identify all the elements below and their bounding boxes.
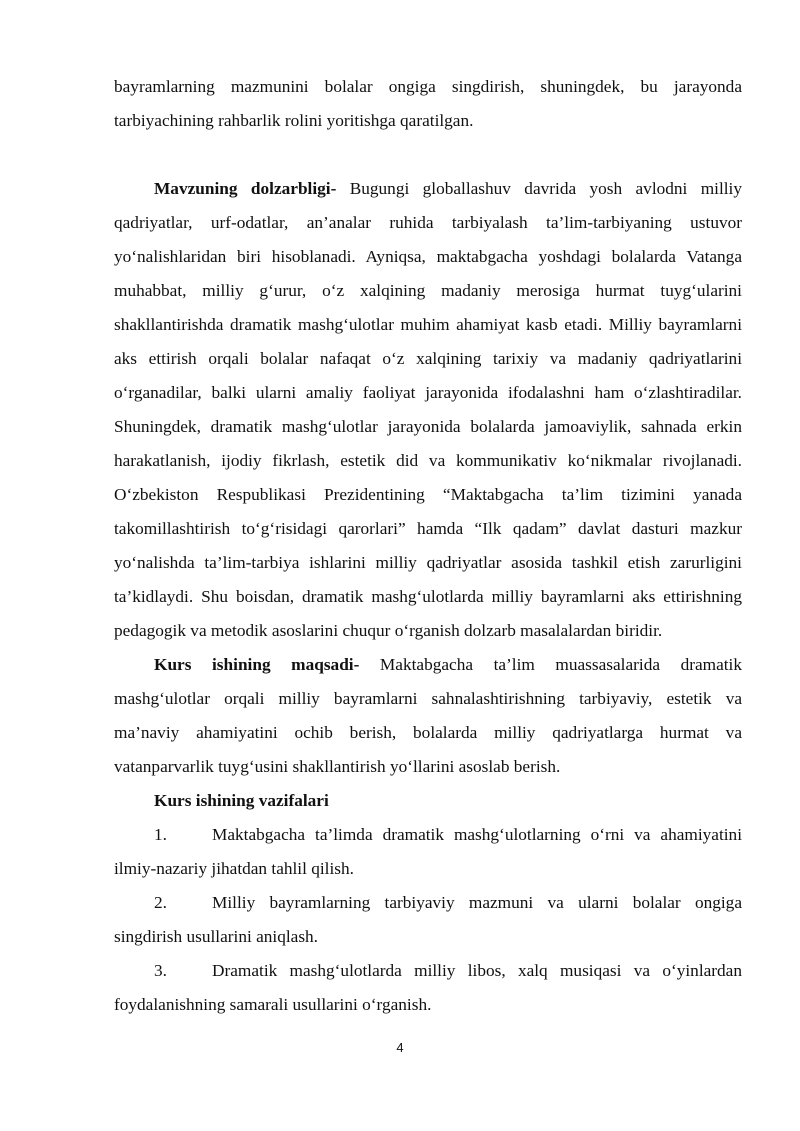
goal-text: Maktabgacha ta’lim muassasalarida dramatik mashg‘ulotlar orqali milliy bayramlarni sahnalashtirishning tarbiyaviy, estetik va ma’naviy ahamiyatini ochib berish, bolalarda milliy qadriyatlarga hurmat va vatanparvarlik tuyg‘usini shakllantirish yo‘llarini asoslab berish. <box>114 655 742 776</box>
task-text: Milliy bayramlarning tarbiyaviy mazmuni va ularni bolalar ongiga singdirish usullarini aniqlash. <box>114 893 742 946</box>
task-number: 1. <box>154 825 167 844</box>
page-number: 4 <box>396 1040 404 1055</box>
relevance-paragraph <box>114 172 742 648</box>
goal-heading: Kurs ishining maqsadi- <box>154 655 360 674</box>
paragraph-gap <box>114 138 742 172</box>
task-item <box>114 954 742 1022</box>
intro-paragraph: bayramlarning mazmunini bolalar ongiga singdirish, shuningdek, bu jarayonda tarbiyachining rahbarlik rolini yoritishga qaratilgan. <box>114 77 742 130</box>
task-item <box>114 886 742 954</box>
goal-paragraph <box>114 648 742 784</box>
task-text: Maktabgacha ta’limda dramatik mashg‘ulotlarning o‘rni va ahamiyatini ilmiy-nazariy jihatdan tahlil qilish. <box>114 825 742 878</box>
task-number: 2. <box>154 893 167 912</box>
relevance-text: Bugungi globallashuv davrida yosh avlodni milliy qadriyatlar, urf-odatlar, an’analar ruhida tarbiyalash ta’lim-tarbiyaning ustuvor yo‘nalishlaridan biri hisoblanadi. Ayniqsa, maktabgacha yoshdagi bolalarda Vatanga muhabbat, milliy g‘urur, o‘z xalqining madaniy merosiga hurmat tuyg‘ularini shakllantirishda dramatik mashg‘ulotlar muhim ahamiyat kasb etadi. Milliy bayramlarni aks ettirish orqali bolalar nafaqat o‘z xalqining tarixiy va madaniy qadriyatlarini o‘rganadilar, balki ularni amaliy faoliyat jarayonida ifodalashni ham o‘zlashtiradilar. Shuningdek, dramatik mashg‘ulotlar jarayonida bolalarda jamoaviylik, sahnada erkin harakatlanish, ijodiy fikrlash, estetik did va kommunikativ ko‘nikmalar rivojlanadi. O‘zbekiston Respublikasi Prezidentining “Maktabgacha ta’lim tizimini yanada takomillashtirish to‘g‘risidagi qarorlari” hamda “Ilk qadam” davlat dasturi mazkur yo‘nalishda ta’lim-tarbiya ishlarini milliy qadriyatlar asosida tashkil etish zarurligini ta’kidlaydi. Shu boisdan, dramatik mashg‘ulotlarda milliy bayramlarni aks ettirishning pedagogik va metodik asoslarini chuqur o‘rganish dolzarb masalalardan biridir. <box>114 179 742 640</box>
task-number: 3. <box>154 961 167 980</box>
tasks-heading: Kurs ishining vazifalari <box>154 791 329 810</box>
task-item <box>114 818 742 886</box>
task-text: Dramatik mashg‘ulotlarda milliy libos, xalq musiqasi va o‘yinlardan foydalanishning samarali usullarini o‘rganish. <box>114 961 742 1014</box>
page-body <box>114 70 742 1022</box>
relevance-heading: Mavzuning dolzarbligi- <box>154 179 337 198</box>
